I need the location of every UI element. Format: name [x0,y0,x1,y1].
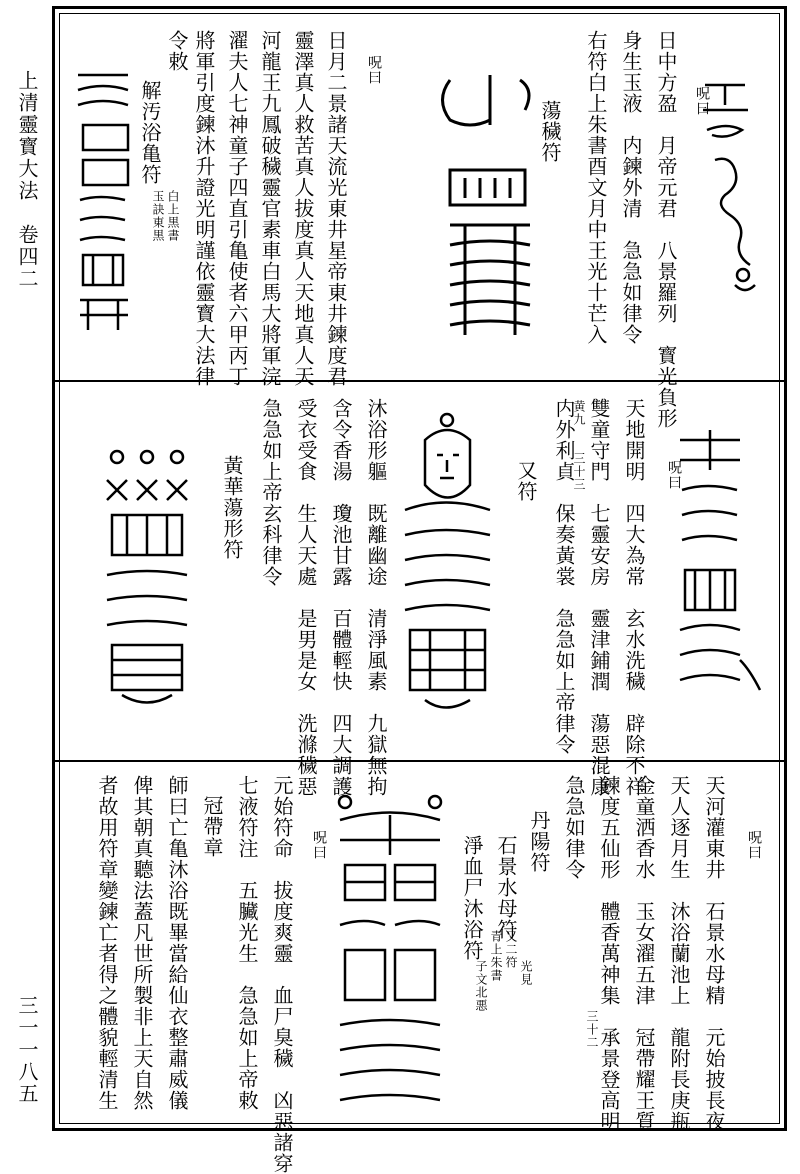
text-column: 河龍王九鳳破穢靈官素車白馬大將軍浣 [258,30,282,387]
text-column: 鍊度五仙形 體香萬神集 承景登高明 [597,775,621,1132]
zhou-label: 呪曰 [746,830,762,860]
talisman-glyph [420,60,560,350]
section-title: 冠帶章 [200,795,224,858]
text-column: 將軍引度鍊沐升證光明謹依靈寳大法律 [192,30,216,387]
section-divider [52,760,787,762]
text-column: 金童洒香水 玉女濯五津 冠帶耀王質 [632,775,656,1132]
talisman-note: 黄九 [572,400,586,426]
zhou-label: 呪曰 [666,460,682,490]
zhou-label: 呪曰 [311,830,327,860]
talisman-note: 玉訣東黒 [151,190,165,242]
text-column: 右符白上朱書酉文月中王光十芒入 [584,30,608,345]
text-column: 日中方盈 月帝元君 八景羅列 寳光負形 [654,30,678,429]
talisman-title: 解汚浴亀符 [138,80,162,185]
text-column: 内外利貞 保奏黃裳 急急如上帝律令 [552,398,576,755]
talisman-title: 淨血尸沐浴符 [460,835,484,961]
text-column: 沐浴形軀 既離幽途 清淨風素 九獄無拘 [364,398,388,797]
talisman-title: 又符 [514,460,538,502]
zhou-label: 呪曰 [366,55,382,85]
text-column: 濯夫人七神童子四直引亀使者六甲丙丁 [225,30,249,387]
text-column: 天河灌東井 石景水母精 元始披長夜 [702,775,726,1132]
text-column: 急急如上帝玄科律令 [259,398,283,587]
text-column: 令敕 [165,30,189,72]
talisman-glyph [68,60,148,340]
talisman-glyph [695,70,765,310]
text-column: 天地開明 四大為常 玄水洗穢 辟除不祥 [622,398,646,797]
text-column: 師曰亡亀沐浴既畢當給仙衣整肅威儀 [165,775,189,1111]
talisman-note: 三十二 [585,1010,599,1049]
text-column: 七液符注 五臟光生 急急如上帝敕 [235,775,259,1111]
talisman-note: 光見 [519,960,533,986]
talisman-glyph [92,445,202,715]
talisman-title: 蕩穢符 [538,100,562,163]
page-number: 三一一八五 [15,995,39,1105]
talisman-glyph [670,420,770,720]
talisman-note: 三十三 [572,452,586,491]
talisman-figure [385,400,515,740]
text-column: 者故用符章變鍊亡者得之體貌輕清生 [95,775,119,1111]
book-title: 上清靈寳大法 卷四二 [15,70,39,290]
talisman-title: 石景水母符 [494,835,518,940]
talisman-glyph [325,790,455,1120]
talisman-note: 白上黒書 [166,190,180,242]
zhou-label: 呪曰 [694,86,710,116]
text-column: 天人逐月生 沐浴蘭池上 龍附長庚瓶 [667,775,691,1132]
talisman-note: 又二符 [504,930,518,969]
talisman-title: 丹陽符 [527,810,551,873]
text-column: 身生玉液 内鍊外清 急急如律令 [619,30,643,345]
text-column: 靈澤真人救苦真人拔度真人天地真人天 [291,30,315,387]
talisman-note: 青上朱書 [489,930,503,982]
text-column: 含令香湯 瓊池甘露 百體輕快 四大調護 [329,398,353,797]
text-column: 日月二景諸天流光東井星帝東井鍊度君 [324,30,348,387]
talisman-title: 黃華蕩形符 [220,455,244,560]
text-column: 俾其朝真聽法蓋凡世所製非上天自然 [130,775,154,1111]
text-column: 急急如律令 [562,775,586,880]
text-column: 元始符命 拔度爽靈 血尸臭穢 凶惡諸穿 [270,775,294,1174]
text-column: 受衣受食 生人天處 是男是女 洗滌穢惡 [294,398,318,797]
text-column: 雙童守門 七靈安房 靈津鋪潤 蕩惡混康 [587,398,611,797]
talisman-note: 子文北悪 [474,960,488,1012]
